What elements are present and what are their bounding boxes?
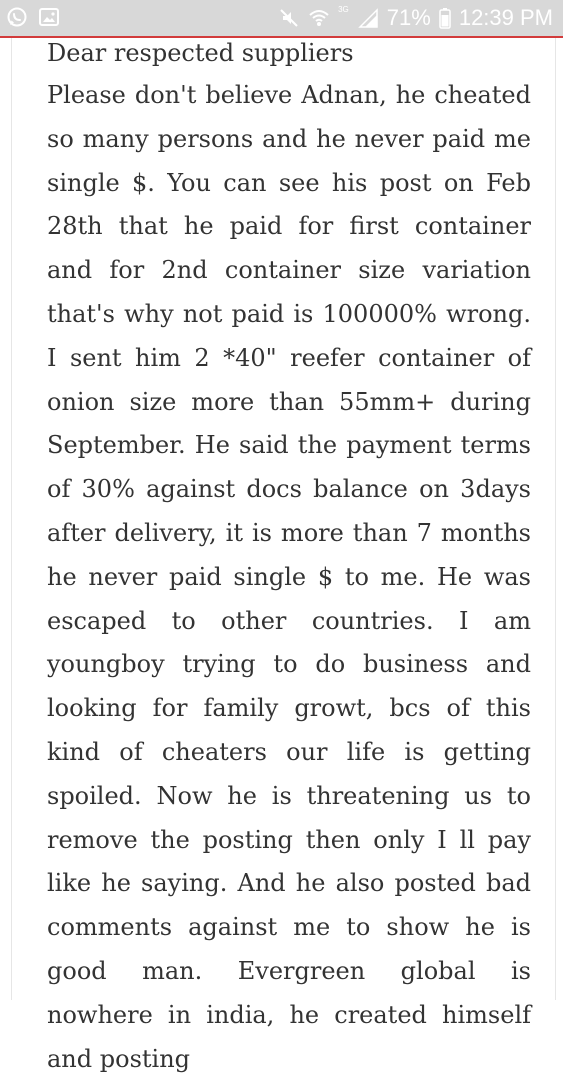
gallery-icon <box>38 6 60 28</box>
system-icons <box>278 4 553 32</box>
clock-time: 12:39 PM <box>458 5 553 30</box>
network-type-label: 3G <box>338 5 349 14</box>
message-page <box>0 38 563 1073</box>
battery-percent: 71% <box>386 5 431 30</box>
mute-icon <box>278 7 300 29</box>
message-body: Please don't believe Adnan, he cheated so many persons and he never paid me single $. You can see his post on Feb 28th that he paid for first container and for 2nd container size variation that's why not paid is 100000% wrong. I sent him 2 *40" reefer container of onion size more than 55mm+ during September. He said the payment terms of 30% against docs balance on 3days after delivery, it is more than 7 months he never paid single $ to me. He was escaped to other countries. I am youngboy trying to do business and looking for family growt, bcs of this kind of cheaters our life is getting spoiled. Now he is threatening us to remove the posting then only I ll pay like he saying. And he also posted bad comments against me to show he is good man. Evergreen global is nowhere in india, he created himself and posting <box>47 81 531 1073</box>
notification-icons <box>6 6 60 28</box>
wifi-icon <box>308 7 330 29</box>
right-page-rule <box>555 38 556 1000</box>
message-greeting: Dear respected suppliers <box>47 39 354 67</box>
signal-icon <box>357 7 379 29</box>
battery-icon <box>439 7 451 29</box>
left-page-rule <box>11 38 12 1000</box>
whatsapp-icon <box>6 6 28 28</box>
status-bar <box>0 0 563 36</box>
